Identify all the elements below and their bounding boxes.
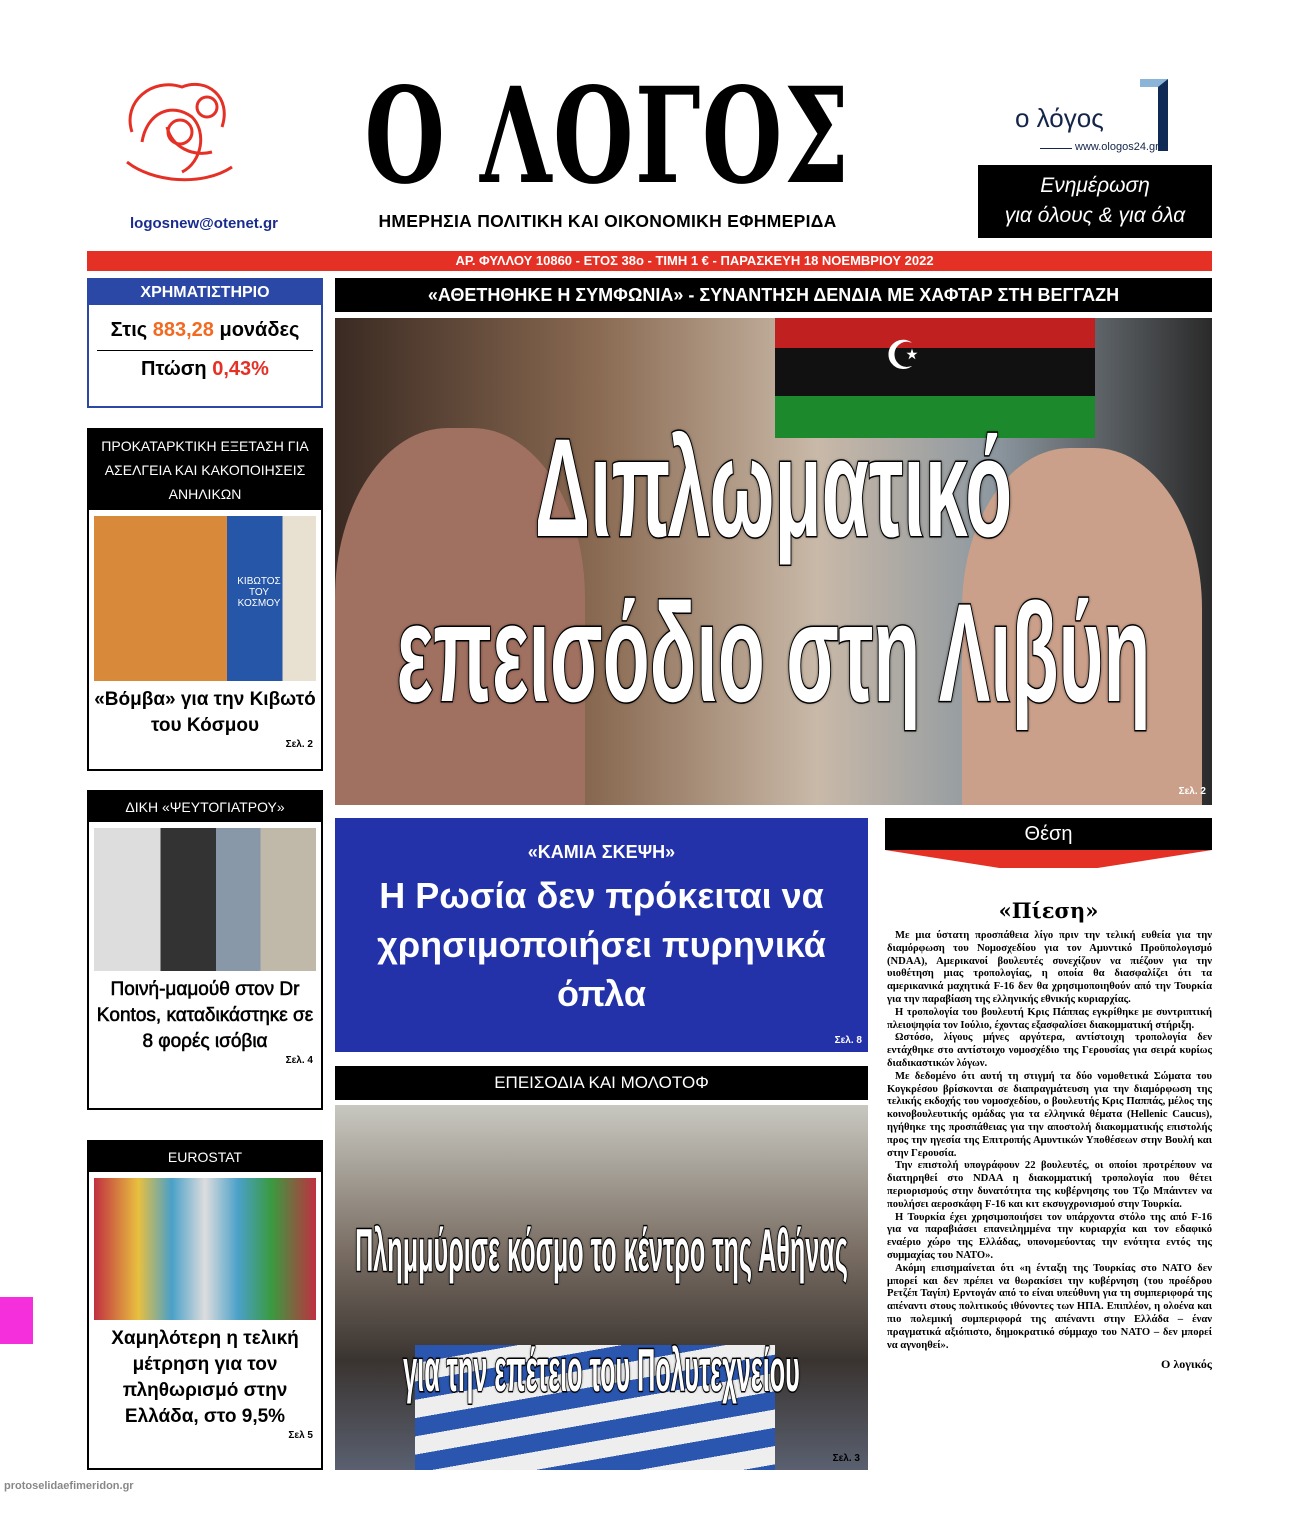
opinion-title: «Πίεση» (998, 898, 1099, 923)
opinion-paragraph: Ακόμη επισημαίνεται ότι «η ένταξη της Τουρκίας στο ΝΑΤΟ δεν μπορεί και δεν πρέπει να θωρακίσει την κυβέρνηση (του προέδρου Ρετζέπ Ταγίπ) Ερντογάν από το είναι υπεύθυνη για τη συμπεριφορά της απέναντι στους πολιτικούς ιθύνοντες των ΗΠΑ. Επιπλέον, η ολοένα και πιο πολεμική συμπεριφορά της απέναντι στην Ελλάδα – έναν πραγματικά αξιόπιστο, δημοκρατικό σύμμαχο του ΝΑΤΟ – δεν μπορεί να αγνοηθεί». (887, 1262, 1212, 1351)
stock-change-label: Πτώση (141, 358, 213, 380)
side-story-eurostat[interactable] (87, 1140, 323, 1470)
page-ref: Σελ. 2 (1178, 786, 1206, 797)
slogan-line-2: για όλους & για όλα (1004, 204, 1186, 227)
riots-headline-line-2: για την επέτειο του Πολυτεχνείου (403, 1337, 800, 1404)
opinion-paragraph: Με δεδομένο ότι αυτή τη στιγμή τα δύο νομοθετικά Σώματα του Κογκρέσου βρίσκονται σε διαπραγμάτευση για την διαμόρφωση της τελικής εκδοχής του νομοσχεδίου, ο βουλευτής Κρις Παππάς, μέλος της κοινοβουλευτικής ομάδας για τα ελληνικά θέματα (Hellenic Caucus), ηγήθηκε της προσπάθειας για την αποστολή διακομματικής επιστολής προς την ηγεσία της Επιτροπής Αμυντικών Υποθέσεων στην Βουλή και στην Γερουσία. (887, 1070, 1212, 1159)
side-story-kivotos[interactable] (87, 428, 323, 771)
opinion-paragraph: Την επιστολή υπογράφουν 22 βουλευτές, οι οποίοι προτρέπουν να διατηρηθεί στο NDAA η διακομματική τροπολογία που θέτει περιορισμούς στην δυνατότητα της κυβέρνησης του Τζο Μπάιντεν να πουλήσει αεροσκάφη F-16 και κιτ εκσυγχρονισμού στην Τουρκία. (887, 1160, 1212, 1210)
opinion-section-header: Θέση (885, 818, 1212, 850)
slogan-box (978, 165, 1212, 238)
supermarket-photo (94, 1178, 316, 1320)
stock-level (89, 319, 321, 342)
stock-change (97, 350, 313, 381)
side-story-header: ΠΡΟΚΑΤΑΡΚΤΙΚΗ ΕΞΕΤΑΣΗ ΓΙΑ ΑΣΕΛΓΕΙΑ ΚΑΙ ΚΑΚΟΠΟΙΗΣΕΙΣ ΑΝΗΛΙΚΩΝ (89, 430, 321, 510)
russia-headline: Η Ρωσία δεν πρόκειται να χρησιμοποιήσει πυρηνικά όπλα (377, 875, 826, 1014)
stock-level-label: Στις (110, 319, 153, 341)
ologos24-logo[interactable] (990, 75, 1210, 160)
riots-kicker: ΕΠΕΙΣΟΔΙΑ ΚΑΙ ΜΟΛΟΤΟΦ (335, 1066, 868, 1100)
russia-kicker: «ΚΑΜΙΑ ΣΚΕΨΗ» (527, 842, 676, 862)
masthead-title: Ο ΛΟΓΟΣ (364, 59, 851, 214)
issue-info-bar: ΑΡ. ΦΥΛΛΟΥ 10860 - ΕΤΟΣ 38ο - ΤΙΜΗ 1 € - ΠΑΡΑΣΚΕΥΗ 18 ΝΟΕΜΒΡΙΟΥ 2022 (87, 251, 1212, 271)
ologos24-url[interactable]: www.ologos24.gr (1075, 141, 1159, 153)
page-ref: Σελ. 4 (285, 1055, 313, 1066)
crescent-star-icon: ☪ (885, 334, 921, 378)
russia-story[interactable] (335, 818, 868, 1052)
lead-headline-line-2: επεισόδιο στη Λιβύη (396, 574, 1151, 731)
trial-photo (94, 828, 316, 971)
lead-story-kicker: «ΑΘΕΤΗΘΗΚΕ Η ΣΥΜΦΩΝΙΑ» - ΣΥΝΑΝΤΗΣΗ ΔΕΝΔΙΑ ΜΕ ΧΑΦΤΑΡ ΣΤΗ ΒΕΓΓΑΖΗ (335, 278, 1212, 312)
side-story-header: EUROSTAT (89, 1142, 321, 1172)
stock-market-box (87, 278, 323, 408)
opinion-body (887, 930, 1212, 1371)
watermark: protoselidaefimeridon.gr (4, 1480, 134, 1492)
polytechnic-march-photo[interactable] (335, 1105, 868, 1470)
page-ref: Σελ 5 (288, 1430, 313, 1441)
side-story-caption: «Βόμβα» για την Κιβωτό του Κόσμου (94, 689, 316, 736)
lead-headline-line-1: Διπλωματικό (534, 409, 1013, 566)
page-ref: Σελ. 2 (285, 739, 313, 750)
kivotos-building-photo (94, 516, 316, 681)
side-story-header: ΔΙΚΗ «ΨΕΥΤΟΓΙΑΤΡΟΥ» (89, 792, 321, 822)
stock-level-unit: μονάδες (213, 319, 300, 341)
stock-level-value: 883,28 (152, 319, 214, 341)
opinion-author: Ο λογικός (1161, 1357, 1212, 1372)
stock-change-value: 0,43% (212, 358, 269, 380)
masthead-subtitle: ΗΜΕΡΗΣΙΑ ΠΟΛΙΤΙΚΗ ΚΑΙ ΟΙΚΟΝΟΜΙΚΗ ΕΦΗΜΕΡΙΔΑ (378, 211, 837, 231)
opinion-paragraph: Ωστόσο, λίγους μήνες αργότερα, αντίστοιχη τροπολογία δεν εντάχθηκε στο αντίστοιχο νομοσχέδιο της Γερουσίας για σειρά κυρίως διαδικαστικών λόγων. (887, 1032, 1212, 1069)
stock-header: ΧΡΗΜΑΤΙΣΤΗΡΙΟ (89, 280, 321, 305)
contact-email[interactable]: logosnew@otenet.gr (130, 215, 278, 232)
page-ref: Σελ. 8 (834, 1035, 862, 1046)
side-story-dr-kontos[interactable] (87, 790, 323, 1110)
opinion-paragraph: Η Τουρκία έχει χρησιμοποιήσει τον υπάρχοντα στόλο της από F-16 για να παραβιάσει επανειλημμένα την κυριαρχία και τον εδαφικό εναέριο χώρο της Ελλάδας, υπονομεύοντας την ενότητα εντός της συμμαχίας του ΝΑΤΟ». (887, 1211, 1212, 1261)
ologos24-logo-text: ο λόγος (1015, 103, 1104, 133)
kivotos-sign: ΚΙΒΩΤΟΣ ΤΟΥ ΚΟΣΜΟΥ (237, 576, 281, 609)
opinion-paragraph: Η τροπολογία του βουλευτή Κρις Πάππας εγκρίθηκε με συντριπτική πλειοψηφία τον Ιούλιο, έχοντας εξασφαλίσει διακομματική στήριξη. (887, 1006, 1212, 1031)
riots-headline-line-1: Πλημμύρισε κόσμο το κέντρο της Αθήνας (355, 1217, 848, 1284)
page-ref: Σελ. 3 (832, 1453, 860, 1464)
opinion-header-accent (885, 850, 1212, 868)
color-marker (0, 1297, 33, 1344)
lead-story-photo[interactable] (335, 318, 1212, 805)
side-story-caption: Ποινή-μαμούθ στον Dr Kontos, καταδικάστηκε σε 8 φορές ισόβια (96, 979, 314, 1052)
opinion-paragraph: Με μια ύστατη προσπάθεια λίγο πριν την τελική ευθεία για την διαμόρφωση του Νομοσχεδίου για τον Αμυντικό Προϋπολογισμό (NDAA), Αμερικανοί βουλευτές συνεχίζουν να πιέζουν για την υιοθέτηση μιας τροπολογίας, η οποία θα διασφαλίζει ότι τα αμερικανικά μαχητικά F-16 δεν θα χρησιμοποιηθούν από την Τουρκία για την παραβίαση της ελληνικής εθνικής κυριαρχίας. (887, 930, 1212, 1005)
logo-divider (1040, 148, 1072, 149)
slogan-line-1: Ενημέρωση (1040, 174, 1150, 197)
side-story-caption: Χαμηλότερη η τελική μέτρηση για τον πληθωρισμό στην Ελλάδα, στο 9,5% (111, 1328, 299, 1427)
